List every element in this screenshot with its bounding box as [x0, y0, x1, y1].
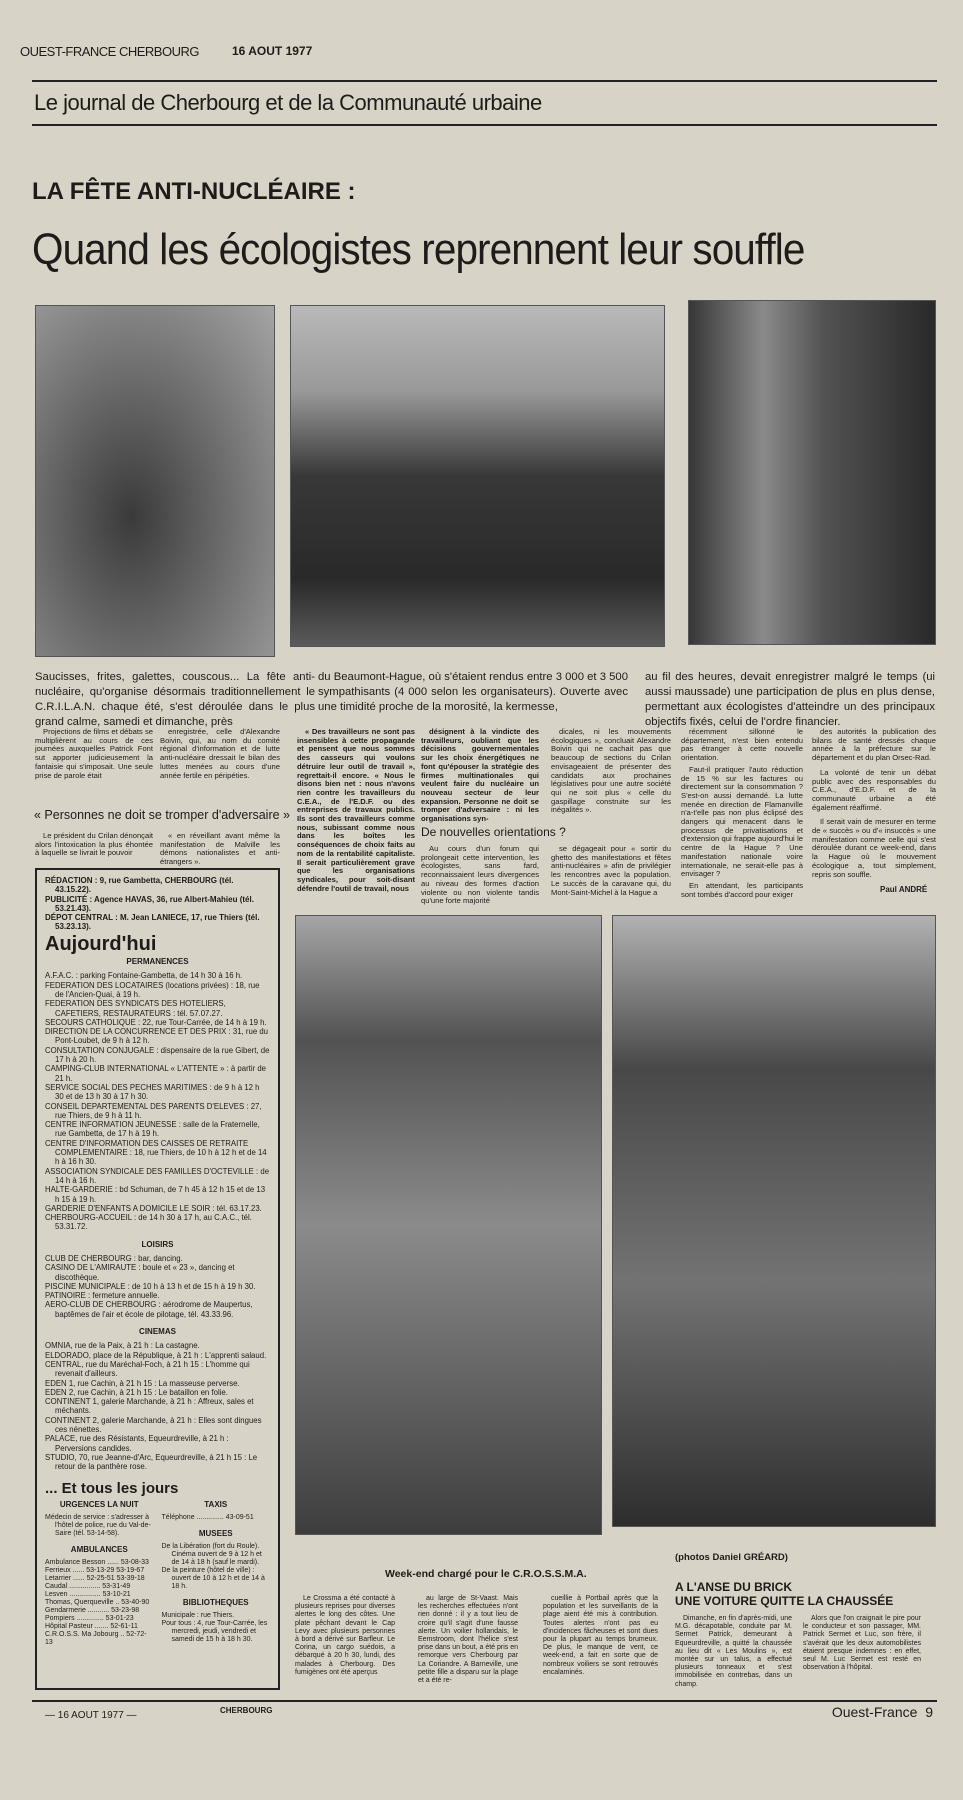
crossma-col-3: cueillie à Portbail après que la population et les surveillants de la plage aient été mis à contribution. Toutes alertes n'ont pas eu d'incidences fâcheuses et sont dues pour la plupart au temps brumeux. De plus, le manque de vent, ce week-end, a fait en sorte que de nombreux voiliers se sont retrouvés encalaminés.: [543, 1595, 658, 1676]
section-heading: LOISIRS: [141, 1239, 174, 1249]
listing-item: FEDERATION DES SYNDICATS DES HOTELIERS, CAFETIERS, RESTAURATEURS : tél. 57.07.27.: [45, 999, 226, 1018]
brick-headline: A L'ANSE DU BRICK UNE VOITURE QUITTE LA CHAUSSÉE: [675, 1580, 894, 1608]
body-col-2b: « en réveillant avant même la manifestation de Malville les démons nationalistes et anti-étrangers ».: [160, 831, 280, 867]
divider: [32, 124, 937, 126]
crossma-col-2: au large de St-Vaast. Mais les recherches effectuées n'ont rien donné : il y a tout lieu de croire qu'il s'agit d'une fausse alerte. Un voilier hollandais, le Eemstroom, dont l'hélice s'est prise dans un bout, a été pris en remorque vers Cherbourg par La Coriandre. A Barneville, une petite fille a disparu sur la plage et a été re-: [418, 1595, 519, 1685]
listing-item: A.F.A.C. : parking Fontaine-Gambetta, de 14 h 30 à 16 h.: [45, 971, 243, 981]
photo-credit: (photos Daniel GRÉARD): [675, 1552, 788, 1563]
brick-col-1: Dimanche, en fin d'après-midi, une M.G. décapotable, conduite par M. Sermet Patrick, demeurant à Equeurdreville, a quitté la chaussée au lieu dit « Les Moulins », est montée sur un talus, a effectué plusieurs tonneaux et s'est immobilisée en contrebas, dans un champ.: [675, 1615, 792, 1688]
contacts: RÉDACTION : 9, rue Gambetta, CHERBOURG (tél. 43.15.22). PUBLICITÉ : Agence HAVAS, 36, rue Albert-Mahieu (tél. 53.21.43). DÉPOT CENTRAL : M. Jean LANIECE, 17, rue Thiers (tél. 53.23.13).: [45, 876, 260, 932]
listing-item: EDEN 2, rue Cachin, à 21 h 15 : Le bataillon en folie.: [45, 1387, 228, 1397]
page-number: 9: [925, 1704, 933, 1720]
article-kicker: LA FÊTE ANTI-NUCLÉAIRE :: [32, 178, 356, 205]
subhead-orientations: De nouvelles orientations ?: [421, 825, 566, 839]
masthead-date: 16 AOUT 1977: [232, 44, 313, 58]
brick-col-2: Alors que l'on craignait le pire pour le conducteur et son passager, MM. Patrick Sermet et Luc, son frère, il s'avérait que les deux automobilistes étaient presque indemnes : en effet, seul M. Luc Sermet est resté en observation à l'hôpital.: [803, 1615, 921, 1672]
photo-crowd: [290, 305, 665, 647]
body-col-4: désignent à la vindicte des travailleurs, oubliant que les décisions gouvernementales sur les choix énergétiques ne font qu'épouser la stratégie des firmes multinationales qui veulent faire du nucléaire un nouveau secteur de leur expansion. Personne ne doit se tromper d'adversaire : ni les organisations syn-: [421, 727, 539, 824]
article-headline: Quand les écologistes reprennent leur souffle: [32, 225, 805, 274]
body-col-3: « Des travailleurs ne sont pas insensibles à cette propagande et pensent que nous sommes des casseurs qui voulons détruire leur outil de travail », regrettait-il encore. « Nous le disons bien net : nous n'avons rien contre les travailleurs du C.E.A., de l'E.D.F. ou des entreprises de travaux publics. Ils sont des travailleurs comme nous, subissant comme nous dans les boîtes les conséquences de choix faits au nom de la rentabilité capitaliste. Il serait particulièrement grave que les organisations syndicales, pour soit-disant défendre l'outil de travail, nous: [297, 727, 415, 893]
ambulance-list: [45, 1559, 154, 1647]
footer-rule: [32, 1700, 937, 1702]
listing-item: ASSOCIATION SYNDICALE DES FAMILLES D'OCTEVILLE : de 14 h à 16 h.: [45, 1166, 270, 1185]
listing-item: STUDIO, 70, rue Jeanne-d'Arc, Equeurdreville, à 21 h 15 : Le retour de la panthère rose.: [45, 1452, 258, 1472]
today-sections: [45, 957, 270, 1471]
photo-mother-child: [35, 305, 275, 657]
lead-3: au fil des heures, devait enregistrer malgré le temps (ui aussi maussade) une participation de plus en plus dense, permettant aux écologistes d'atteindre un des principaux objectifs fixés, celui de l'ordre financier.: [645, 671, 935, 728]
divider: [32, 80, 937, 82]
body-col-2: enregistrée, celle d'Alexandre Boivin, qui, au nom du comité régional d'information et de lutte anti-nucléaire dressait le bilan des luttes menées au cours d'une année fertile en péripéties.: [160, 727, 280, 780]
section-heading: PERMANENCES: [126, 957, 189, 967]
body-col-1b: Le président du Crilan dénonçait alors l'intoxication la plus éhontée à laquelle se livrait le pouvoir: [35, 831, 153, 858]
body-col-5: dicales, ni les mouvements écologiques », concluait Alexandre Boivin qui ne cachait pas que beaucoup de sections du Crilan envisageaient de présenter des candidats aux prochaines législatives pour une autre société qui ne soit plus « celle du gaspillage construite sur les inégalités ».: [551, 727, 671, 815]
listing-item: CENTRAL, rue du Maréchal-Foch, à 21 h 15 : L'homme qui revenait d'ailleurs.: [45, 1359, 250, 1379]
listing-item: SERVICE SOCIAL DES PECHES MARITIMES : de 9 h à 12 h 30 et de 13 h 30 à 17 h 30.: [45, 1082, 260, 1102]
listing-item: OMNIA, rue de la Paix, à 21 h : La castagne.: [45, 1341, 200, 1351]
urgent-column: URGENCES LA NUIT Médecin de service : s'adresser à l'hôtel de police, rue du Val-de-Saire (tél. 53-14-58). AMBULANCES Ambulance Besson ...... 53-08-33 Ferrieux ...... 53-13-29 53-19-67 Letarrier ...... 52-25-51 53-39-18 Caudal ................ 53-31-49 Lesven ................ 53-10-21 Thomas, Querqueville .. 53-40-90 Gendarmerie ........... 53-23-98 Pompiers .............. 53-01-23 Hôpital Pasteur ....... 52-61-11 C.R.O.S.S. Ma Jobourg .. 52-72-13: [45, 1499, 154, 1647]
ambulance-row: C.R.O.S.S. Ma Jobourg .. 52-72-13: [45, 1630, 147, 1646]
listing-item: PALACE, rue des Résistants, Equeurdreville, à 21 h : Perversions candides.: [45, 1434, 229, 1453]
listing-item: CENTRE INFORMATION JEUNESSE : salle de la Fraternelle, rue Gambetta, de 17 h à 19 h.: [45, 1120, 260, 1139]
listing-item: HALTE-GARDERIE : bd Schuman, de 7 h 45 à 12 h 15 et de 13 h 15 à 19 h.: [45, 1185, 266, 1204]
daily-title: ... Et tous les jours: [45, 1479, 179, 1497]
ambulance-row: Ambulance Besson ...... 53-08-33: [45, 1558, 149, 1566]
crossma-col-1: Le Crossma a été contacté à plusieurs reprises pour diverses alertes le long des côtes. Une plate pêchant devant le Cap Levy avec plusieurs personnes à bord a dérivé sur Barfleur. Le Corina, un cargo suédois, a débarqué à 20 h 30, lundi, des malades à Cherbourg. Des fumigènes ont été aperçus: [295, 1595, 395, 1676]
services-column: TAXIS Téléphone .............. 43-09-51 MUSEES De la Libération (fort du Roule). Cinéma ouvert de 9 à 12 h et de 14 à 18 h (sauf le mardi). De la peinture (hôtel de ville) : ouvert de 10 à 12 h et de 14 à 18 h. BIBLIOTHEQUES Municipale : rue Thiers. Pour tous : 4, rue Tour-Carrée, les mercredi, jeudi, vendredi et samedi de 15 h à 18 h 30.: [161, 1499, 268, 1643]
footer-section: CHERBOURG: [220, 1706, 273, 1715]
ambulance-row: Gendarmerie ........... 53-23-98: [45, 1606, 140, 1614]
today-title: Aujourd'hui: [45, 932, 157, 955]
section-heading: CINEMAS: [139, 1327, 176, 1337]
footer-date: — 16 AOUT 1977 —: [45, 1710, 137, 1721]
subhead-adversaire: « Personnes ne doit se tromper d'adversaire »: [34, 808, 290, 822]
photo-exhibition: [612, 915, 936, 1527]
listing-item: GARDERIE D'ENFANTS A DOMICILE LE SOIR : tél. 63.17.23.: [45, 1203, 262, 1213]
listing-item: CASINO DE L'AMIRAUTE : boule et « 23 », dancing et discothèque.: [45, 1263, 235, 1282]
ambulance-row: Caudal ................ 53-31-49: [45, 1582, 131, 1590]
body-col-7: des autorités la publication des bilans de santé dressés chaque année à la préfecture sur le département et du plan Orsec-Rad. La volonté de tenir un débat public avec des responsables du C.E.A., d'E.D.F. et de la communauté urbaine a été également réaffirmé. Il serait vain de mesurer en terme de « succès » ou d'« insuccès » une manifestation comme celle qui s'est déroulée durant ce week-end, dans la Hague où le mouvement écologique a, tout simplement, repris son souffle.: [812, 727, 936, 879]
footer-paper: Ouest-France 9: [831, 1704, 933, 1720]
lead-1: Saucisses, frites, galettes, couscous... La fête anti-nucléaire, qu'organise désormais traditionnellement le C.R.I.L.A.N. chaque été, s'est déroulée dans le plus grand calme, samedi et dimanche, près: [35, 671, 315, 728]
listing-item: PISCINE MUNICIPALE : de 10 h à 13 h et de 15 h à 19 h 30.: [45, 1281, 256, 1291]
info-box: [35, 868, 280, 1690]
listing-item: CONSEIL DEPARTEMENTAL DES PARENTS D'ELEVES : 27, rue Thiers, de 9 h à 11 h.: [45, 1101, 262, 1120]
listing-item: DIRECTION DE LA CONCURRENCE ET DES PRIX : 31, rue du Pont-Loubet, de 9 h à 12 h.: [45, 1027, 268, 1046]
body-col-1: Projections de films et débats se multiplièrent au cours de ces journées auxquelles Patrick Font sut apporter judicieusement la fantaisie qui s'imposait. Une seule prise de parole était: [35, 727, 153, 780]
listing-item: EDEN 1, rue Cachin, à 21 h 15 : La masseuse perverse.: [45, 1378, 240, 1388]
ambulance-row: Hôpital Pasteur ....... 52-61-11: [45, 1622, 138, 1630]
body-col-6-closing: En attendant, les participants sont tombés d'accord pour exiger: [681, 880, 803, 899]
tagline: Le journal de Cherbourg et de la Communauté urbaine: [34, 90, 542, 115]
ambulance-row: Lesven ................ 53-10-21: [45, 1590, 131, 1598]
listing-item: CLUB DE CHERBOURG : bar, dancing.: [45, 1253, 183, 1263]
listing-item: CONTINENT 1, galerie Marchande, à 21 h : Affreux, sales et méchants.: [45, 1397, 254, 1416]
listing-item: ELDORADO, place de la République, à 21 h : L'apprenti salaud.: [45, 1350, 267, 1360]
ambulance-row: Thomas, Querqueville .. 53-40-90: [45, 1598, 150, 1606]
listing-item: CONTINENT 2, galerie Marchande, à 21 h : Elles sont dingues ces nénettes.: [45, 1415, 262, 1435]
crossma-headline: Week-end chargé pour le C.R.O.S.S.M.A.: [385, 1568, 587, 1580]
listing-item: AERO-CLUB DE CHERBOURG : aérodrome de Maupertus, baptêmes de l'air et école de pilotage, tél. 43.33.96.: [45, 1300, 253, 1319]
listing-item: CAMPING-CLUB INTERNATIONAL « L'ATTENTE » : à partir de 21 h.: [45, 1064, 267, 1083]
masthead-paper: OUEST-FRANCE CHERBOURG: [20, 44, 199, 59]
byline: Paul ANDRÉ: [880, 885, 928, 894]
listing-item: PATINOIRE : fermeture annuelle.: [45, 1291, 160, 1301]
ambulance-row: Ferrieux ...... 53-13-29 53-19-67: [45, 1566, 145, 1574]
lead-2: du Beaumont-Hague, où s'étaient rendus entre 3 000 et 3 500 sympathisants (4 000 selon les organisateurs). Ouverte avec une timidité proche de la morosité, la kermesse,: [318, 671, 628, 713]
body-col-4b: Au cours d'un forum qui prolongeait cette intervention, les écologistes, sans fard, reconnaissaient leurs divergences au niveau des formes d'action violente ou non violente tandis qu'une forte majorité: [421, 844, 539, 906]
body-col-6: récemment sillonné le département, n'est bien entendu pas étranger à cette nouvelle orientation. Faut-il pratiquer l'auto réduction de 15 % sur les factures ou directement sur la consommation ? S'est-on aussi demandé. La lutte menée en direction de Flamanville n'a-t'elle pas non plus éclipsé des dangers qui menacent dans le processus de privatisations et d'extension qui frappe aujourd'hui le centre de la Hague ? Une manifestation nationale voire internationale, ne serait-elle pas à envisager ? En attendant, les participants sont tombés d'accord pour exiger: [681, 727, 803, 899]
listing-item: CENTRE D'INFORMATION DES CAISSES DE RETRAITE COMPLEMENTAIRE : 18, rue Thiers, de 10 h à 12 h et de 14 h à 16 h 30.: [45, 1138, 267, 1167]
body-col-5b: se dégageait pour « sortir du ghetto des manifestations et fêtes anti-nucléaires » afin de privilégier les rencontres avec la population. Le succès de la caravane qui, du Mont-Saint-Michel à la Hague a: [551, 844, 671, 897]
listing-item: CONSULTATION CONJUGALE : dispensaire de la rue Gibert, de 17 h à 20 h.: [45, 1045, 270, 1065]
listing-item: SECOURS CATHOLIQUE : 22, rue Tour-Carrée, de 14 h à 19 h.: [45, 1017, 267, 1027]
ambulance-row: Letarrier ...... 52-25-51 53-39-18: [45, 1574, 145, 1582]
ambulance-row: Pompiers .............. 53-01-23: [45, 1614, 134, 1622]
listing-item: CHERBOURG-ACCUEIL : de 14 h 30 à 17 h, au C.A.C., tél. 53.31.72.: [45, 1213, 252, 1232]
photo-skull-mask: [688, 300, 936, 645]
photo-children-poster: [295, 915, 602, 1535]
listing-item: FEDERATION DES LOCATAIRES (locations privées) : 18, rue de l'Ancien-Quai, à 19 h.: [45, 980, 260, 999]
